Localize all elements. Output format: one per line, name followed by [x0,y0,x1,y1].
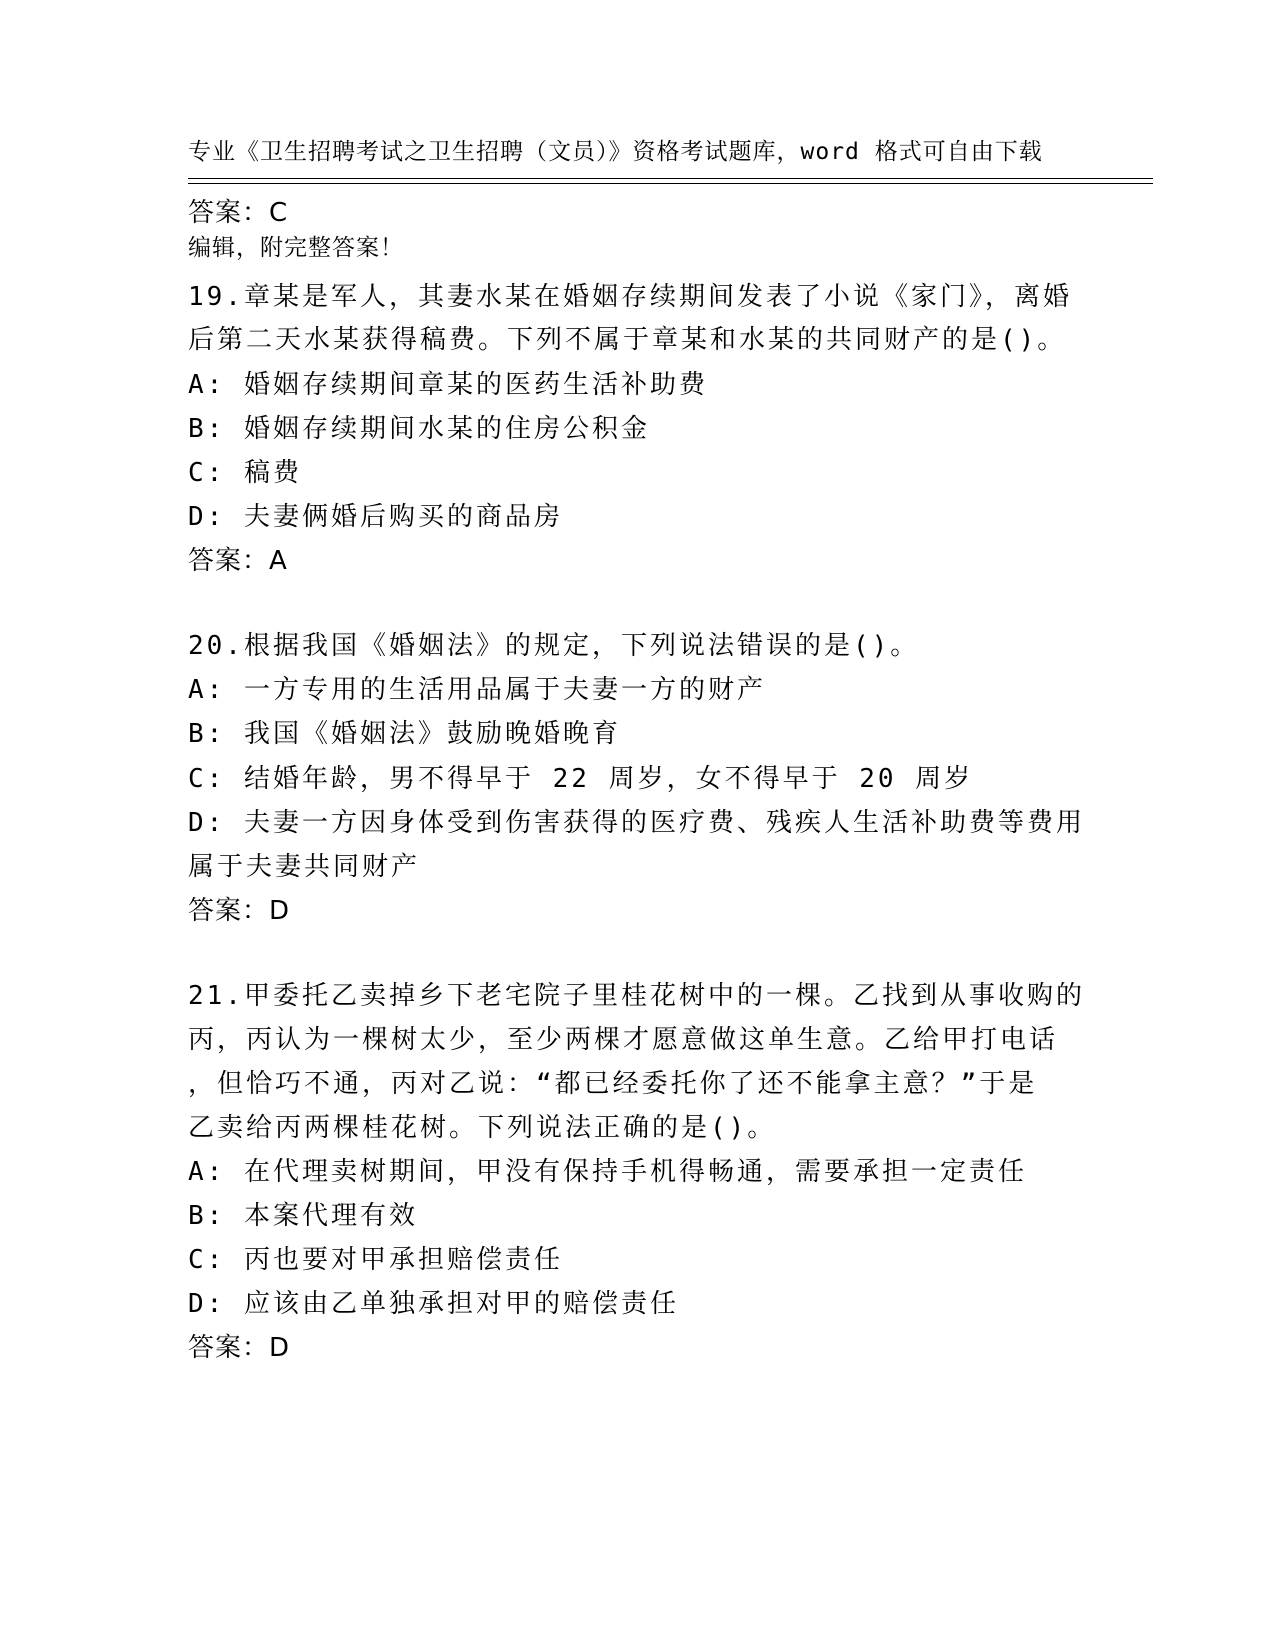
question-21-line-1: 21.甲委托乙卖掉乡下老宅院子里桂花树中的一棵。乙找到从事收购的 [188,981,1085,1011]
header-line-2: 编辑，附完整答案！ [188,235,404,261]
question-19-answer: 答案：A [188,546,288,576]
question-19-option-b: B: 婚姻存续期间水某的住房公积金 [188,414,650,444]
question-20-option-c: C: 结婚年龄，男不得早于 22 周岁，女不得早于 20 周岁 [188,764,974,794]
question-20-option-b: B: 我国《婚姻法》鼓励晚婚晚育 [188,719,621,749]
question-20-option-d-line-2: 属于夫妻共同财产 [188,852,421,882]
question-21-option-d: D: 应该由乙单独承担对甲的赔偿责任 [188,1289,679,1319]
previous-answer: 答案：C [188,198,289,228]
header-line-1: 专业《卫生招聘考试之卫生招聘（文员）》资格考试题库，word 格式可自由下载 [188,139,1043,165]
question-21-line-2: 丙，丙认为一棵树太少，至少两棵才愿意做这单生意。乙给甲打电话 [188,1025,1059,1055]
question-21-option-c: C: 丙也要对甲承担赔偿责任 [188,1245,563,1275]
header-rule-bottom [188,183,1153,184]
question-19-option-d: D: 夫妻俩婚后购买的商品房 [188,502,563,532]
question-21-answer: 答案：D [188,1333,291,1363]
question-19-line-1: 19.章某是军人，其妻水某在婚姻存续期间发表了小说《家门》，离婚 [188,282,1072,312]
question-20-option-a: A: 一方专用的生活用品属于夫妻一方的财产 [188,675,766,705]
question-19-option-c: C: 稿费 [188,458,302,488]
question-21-option-a: A: 在代理卖树期间，甲没有保持手机得畅通，需要承担一定责任 [188,1157,1027,1187]
question-20-line-1: 20.根据我国《婚姻法》的规定，下列说法错误的是()。 [188,631,920,661]
question-19-line-2: 后第二天水某获得稿费。下列不属于章某和水某的共同财产的是()。 [188,325,1067,355]
question-19-option-a: A: 婚姻存续期间章某的医药生活补助费 [188,370,708,400]
question-21-option-b: B: 本案代理有效 [188,1201,418,1231]
header-rule-top [188,178,1153,179]
question-21-line-4: 乙卖给丙两棵桂花树。下列说法正确的是()。 [188,1113,777,1143]
question-20-answer: 答案：D [188,896,291,926]
question-20-option-d-line-1: D: 夫妻一方因身体受到伤害获得的医疗费、残疾人生活补助费等费用 [188,808,1085,838]
question-21-line-3: ，但恰巧不通，丙对乙说：“都已经委托你了还不能拿主意？”于是 [188,1069,1038,1099]
